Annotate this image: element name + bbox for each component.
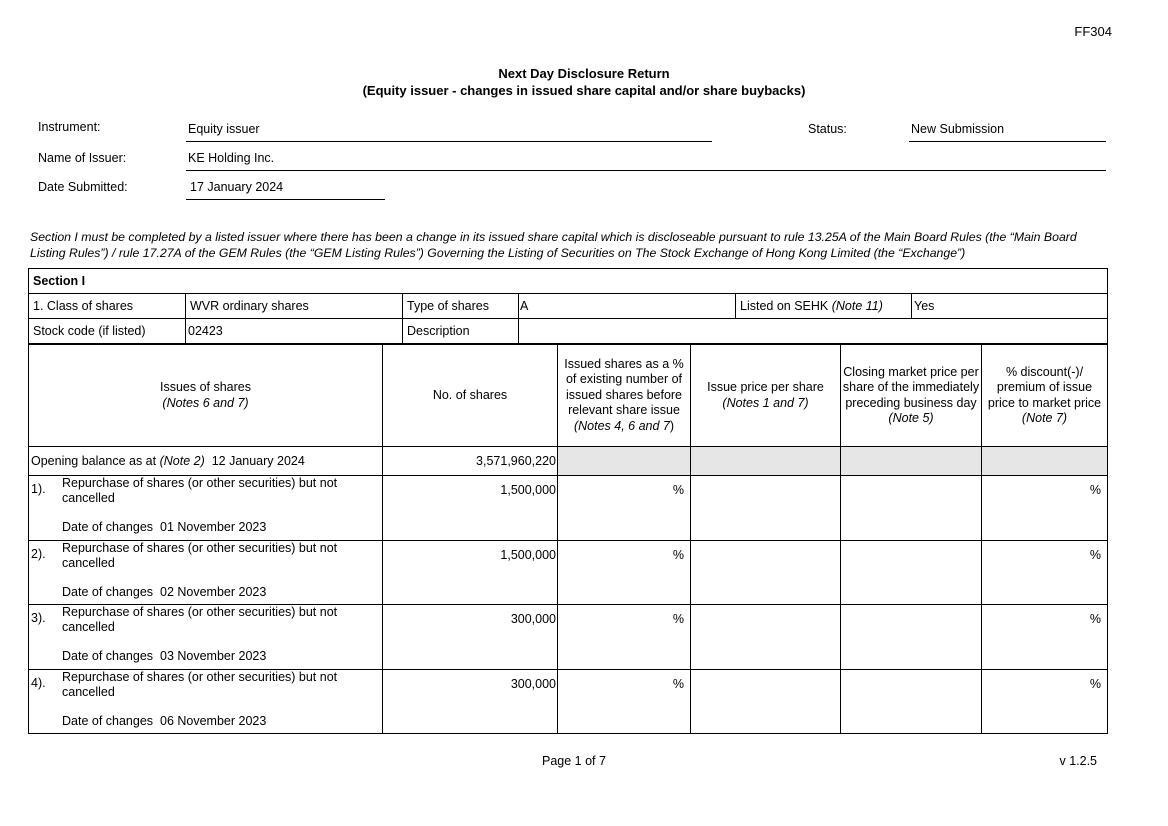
row-shares: 300,000 — [383, 669, 558, 734]
shaded-cell — [841, 447, 982, 476]
intro-text: Section I must be completed by a listed issuer where there has been a change in its issued share capital which is discloseable pursuant to rule 13.25A of the Main Board Rules (the “Main Board Listing Rules”) / rule 17.27A of the GEM Rules (the “GEM Listing Rules”) Governing the Listing of Securities on The Stock Exchange of Hong Kong Limited (the “Exchange”) — [30, 230, 1077, 260]
instrument-label: Instrument: — [38, 120, 101, 134]
instrument-value: Equity issuer — [188, 122, 260, 136]
date-underline — [186, 199, 385, 200]
col-no-shares-header: No. of shares — [383, 345, 558, 447]
row-shares: 1,500,000 — [383, 476, 558, 541]
page-title: Next Day Disclosure Return — [498, 66, 670, 81]
issues-header-row — [29, 345, 1108, 447]
issue-description-cell — [29, 540, 383, 605]
date-value: 17 January 2024 — [190, 180, 284, 194]
status-underline — [909, 141, 1106, 142]
col-issues-note: (Notes 6 and 7) — [162, 395, 249, 410]
row-discount: % — [982, 605, 1108, 670]
row-discount: % — [982, 669, 1108, 734]
row-closing-price — [841, 540, 982, 605]
row-index: 2). — [31, 546, 46, 561]
row-pct: % — [558, 476, 691, 541]
row-date-of-changes: Date of changes 02 November 2023 — [62, 584, 267, 599]
row-shares: 1,500,000 — [383, 540, 558, 605]
col-closing-note: (Note 5) — [888, 411, 934, 425]
row-index: 1). — [31, 482, 46, 496]
table-row — [29, 476, 1108, 541]
shaded-cell — [691, 447, 841, 476]
row-description: Repurchase of shares (or other securities) but not cancelled — [62, 605, 338, 634]
row-discount: % — [982, 476, 1108, 541]
status-label: Status: — [808, 122, 847, 136]
row-description: Repurchase of shares (or other securities) but not cancelled — [62, 669, 338, 699]
listed-label: Listed on SEHK — [740, 299, 829, 313]
row-index: 3). — [31, 611, 46, 625]
issues-table — [28, 344, 1108, 734]
form-code: FF304 — [1074, 24, 1112, 39]
row-discount: % — [982, 540, 1108, 605]
opening-balance-date: 12 January 2024 — [211, 454, 305, 468]
row-closing-price — [841, 605, 982, 670]
table-row — [29, 605, 1108, 670]
col-discount-header: % discount(-)/ premium of issue price to market price (Note 7) — [982, 345, 1108, 447]
type-value: A — [519, 294, 736, 319]
issue-description-cell — [29, 605, 383, 670]
section-info-table — [28, 268, 1108, 344]
description-label: Description — [403, 319, 519, 344]
row-pct: % — [558, 669, 691, 734]
opening-balance-label: Opening balance as at (Note 2) 12 January 2024 — [29, 447, 383, 476]
row-closing-price — [841, 476, 982, 541]
opening-balance-row — [29, 447, 1108, 476]
class-label: 1. Class of shares — [29, 294, 186, 319]
instrument-underline — [186, 141, 712, 142]
table-row — [29, 669, 1108, 734]
row-date-of-changes: Date of changes 01 November 2023 — [62, 520, 267, 534]
row-date-of-changes: Date of changes 06 November 2023 — [62, 713, 267, 728]
stock-code-label: Stock code (if listed) — [29, 319, 186, 344]
issuer-underline — [186, 170, 1106, 171]
type-label: Type of shares — [403, 294, 519, 319]
col-pct-note: (Notes 4, 6 and 7 — [573, 418, 670, 433]
description-value — [519, 319, 1108, 344]
stock-code-value: 02423 — [186, 319, 403, 344]
version-label: v 1.2.5 — [1059, 754, 1097, 768]
status-value: New Submission — [911, 122, 1005, 136]
issuer-value: KE Holding Inc. — [188, 151, 275, 165]
issuer-label: Name of Issuer: — [38, 151, 127, 165]
row-pct: % — [558, 605, 691, 670]
row-description: Repurchase of shares (or other securities) but not cancelled — [62, 476, 338, 505]
date-label: Date Submitted: — [38, 180, 128, 194]
col-discount-note: (Note 7) — [1021, 411, 1068, 425]
row-date-of-changes: Date of changes 03 November 2023 — [62, 649, 267, 663]
listed-value: Yes — [912, 294, 1108, 319]
issue-description-cell — [29, 476, 383, 541]
col-issues-header: Issues of shares (Notes 6 and 7) — [29, 345, 383, 447]
section-title: Section I — [29, 269, 1108, 294]
row-closing-price — [841, 669, 982, 734]
row-issue-price — [691, 476, 841, 541]
listed-cell — [736, 294, 912, 319]
row-description: Repurchase of shares (or other securities) but not cancelled — [62, 540, 338, 570]
listed-note: (Note 11) — [831, 299, 883, 313]
shaded-cell — [982, 447, 1108, 476]
page-number: Page 1 of 7 — [542, 754, 606, 768]
row-index: 4). — [31, 675, 46, 690]
class-value: WVR ordinary shares — [186, 294, 403, 319]
col-pct-header: Issued shares as a % of existing number of issued shares before relevant share issue (Notes 4, 6 and 7) — [558, 345, 691, 447]
row-shares: 300,000 — [383, 605, 558, 670]
shaded-cell — [558, 447, 691, 476]
col-price-header: Issue price per share (Notes 1 and 7) — [691, 345, 841, 447]
row-issue-price — [691, 605, 841, 670]
col-price-note: (Notes 1 and 7) — [722, 395, 809, 410]
table-row — [29, 540, 1108, 605]
row-pct: % — [558, 540, 691, 605]
row-issue-price — [691, 540, 841, 605]
page-subtitle: (Equity issuer - changes in issued share capital and/or share buybacks) — [362, 83, 806, 98]
opening-balance-shares: 3,571,960,220 — [383, 447, 558, 476]
row-issue-price — [691, 669, 841, 734]
col-closing-header: Closing market price per share of the immediately preceding business day (Note 5) — [841, 345, 982, 447]
issue-description-cell — [29, 669, 383, 734]
